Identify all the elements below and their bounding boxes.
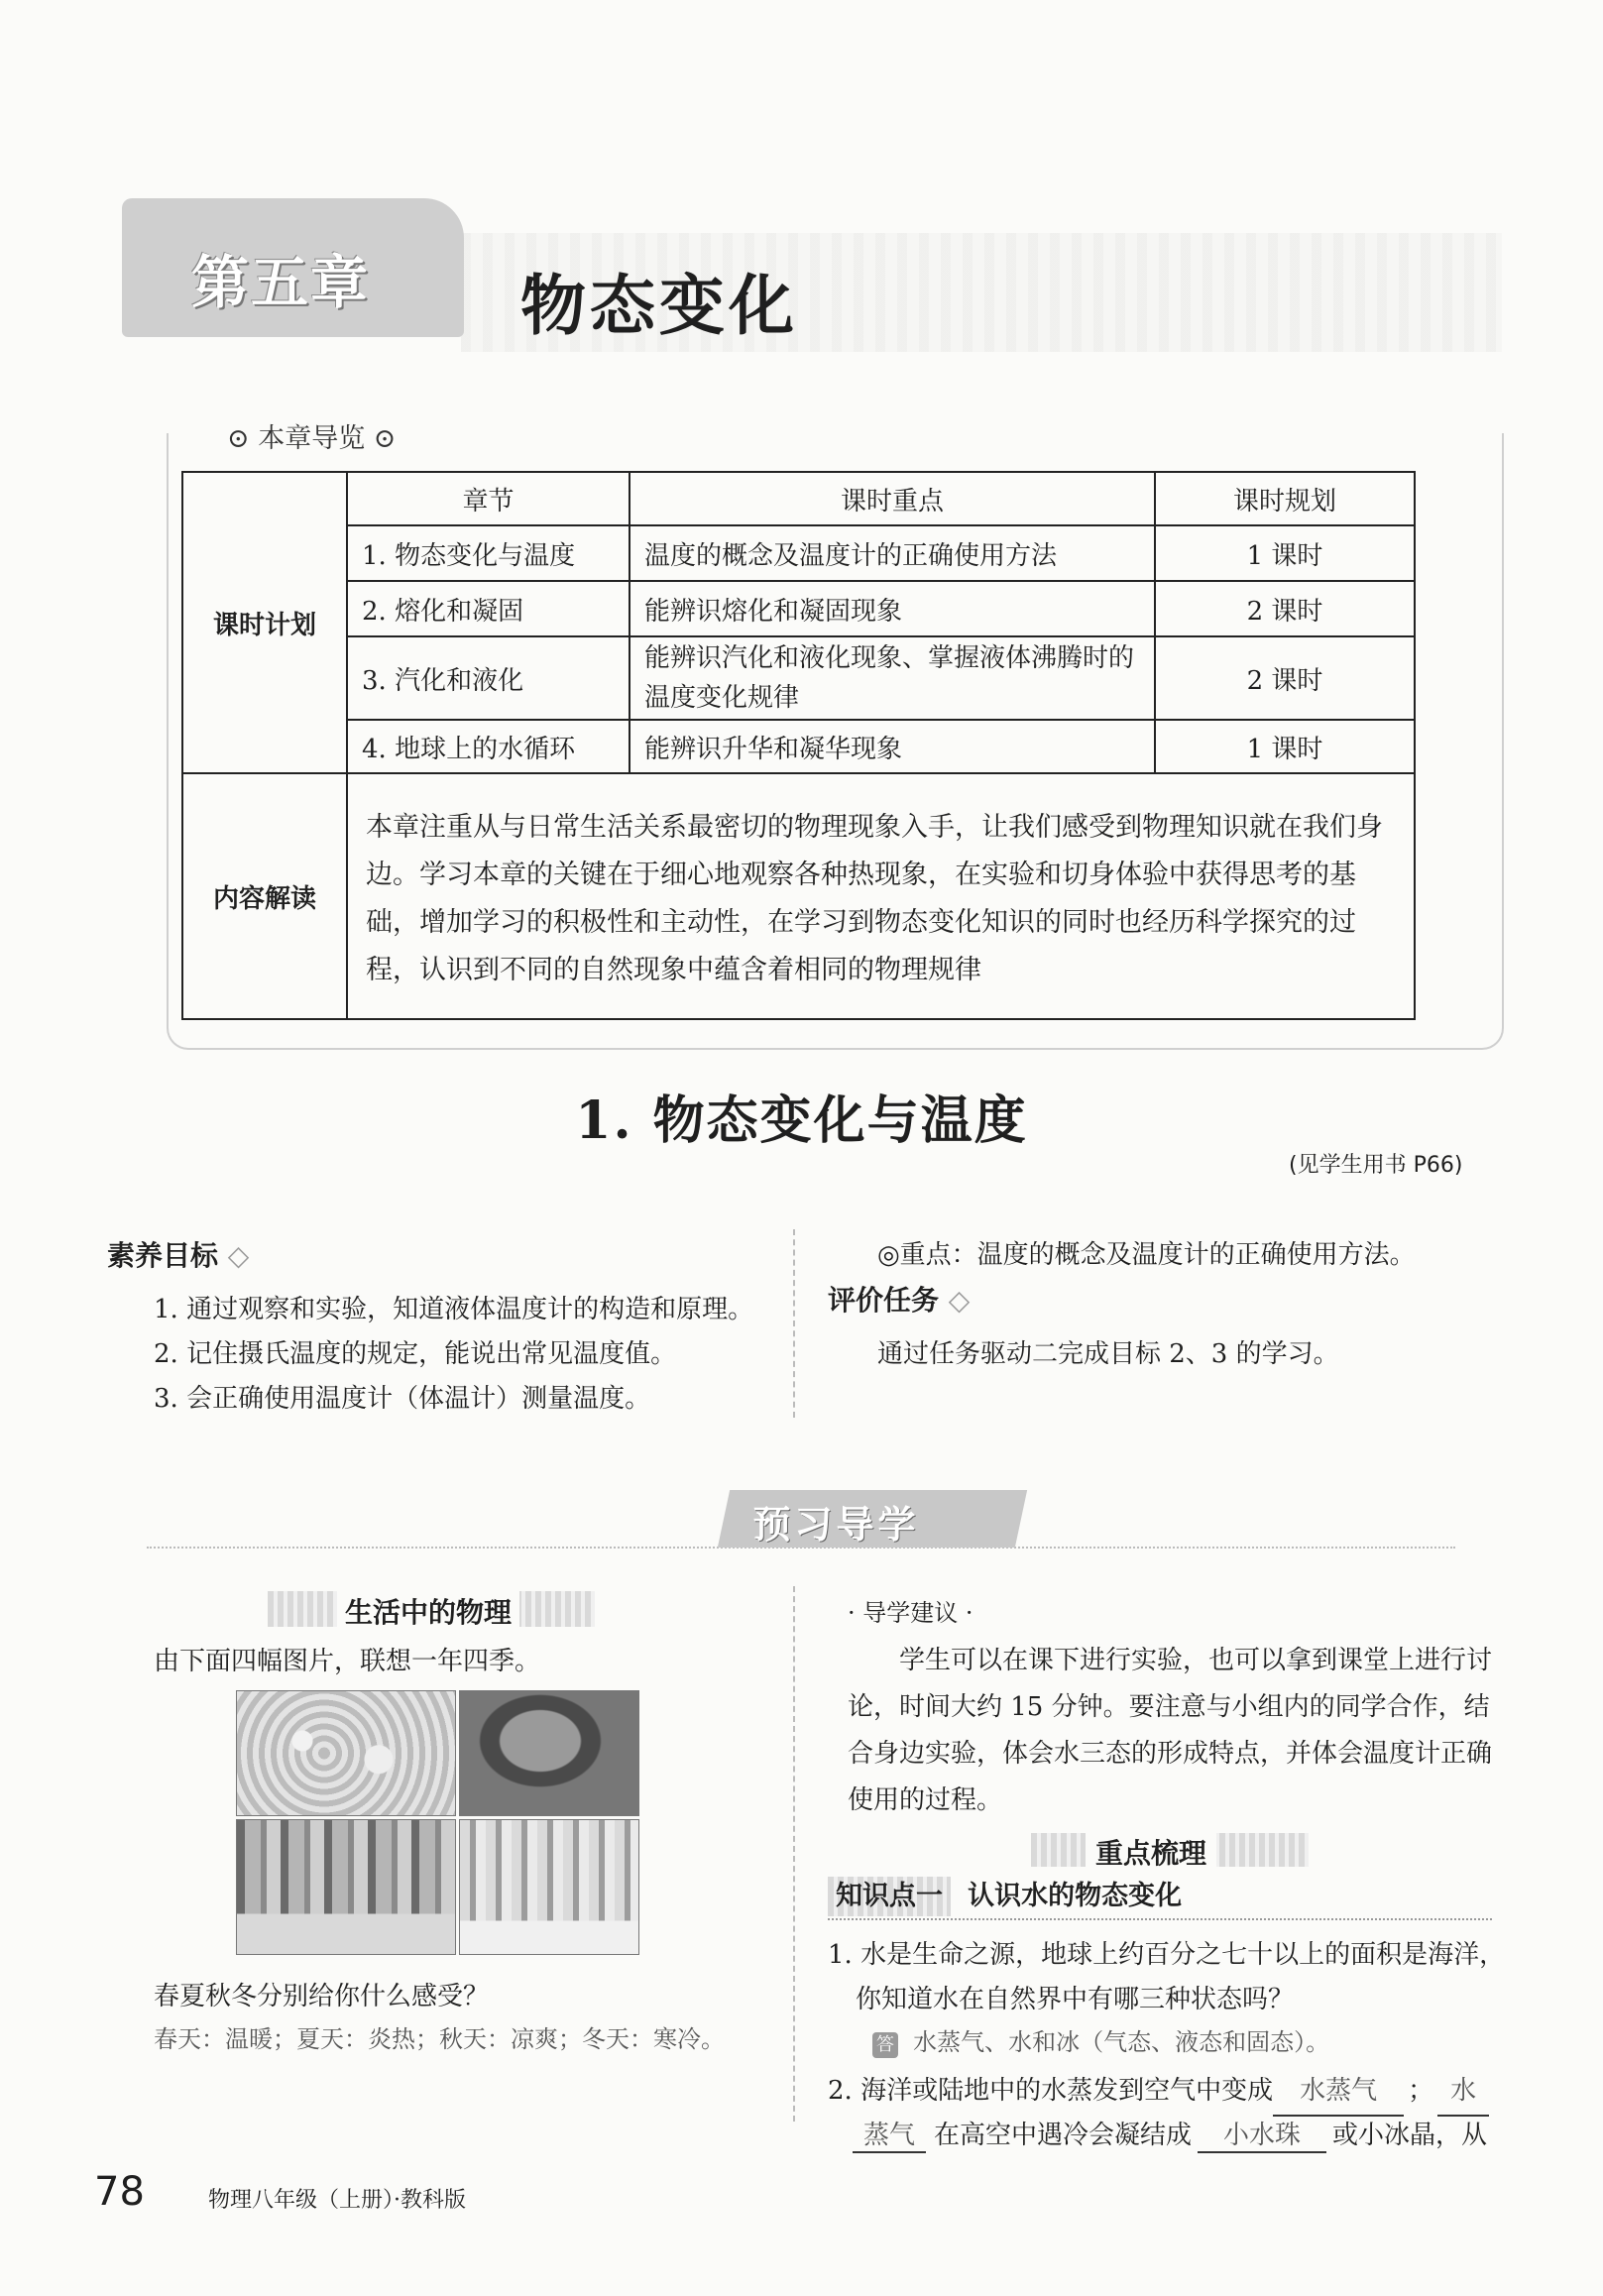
goal-item: 3. 会正确使用温度计（体温计）测量温度。 [154, 1384, 651, 1414]
goal-item: 1. 通过观察和实验，知道液体温度计的构造和原理。 [154, 1295, 754, 1324]
book-reference: (见学生用书 P66) [1289, 1153, 1463, 1178]
row-section: 1. 物态变化与温度 [347, 525, 630, 581]
preview-banner [718, 1490, 1027, 1548]
overview-table [181, 471, 1416, 1020]
page-number: 78 [94, 2169, 145, 2215]
key-point: ◎重点：温度的概念及温度计的正确使用方法。 [877, 1240, 1416, 1270]
overview-label: ⊙ 本章导览 ⊙ [213, 416, 409, 455]
table-row [182, 720, 1415, 773]
plan-label: 课时计划 [182, 472, 347, 773]
advice-text: 学生可以在课下进行实验，也可以拿到课堂上进行讨论，时间大约 15 分钟。要注意与小组内的同学合作，结合身边实验，体会水三态的形成特点，并体会温度计正确使用的过程。 [848, 1646, 1493, 1815]
chapter-number: 第五章 [191, 249, 371, 316]
kp-title: 认识水的物态变化 [968, 1881, 1183, 1911]
row-focus: 能辨识汽化和液化现象、掌握液体沸腾时的温度变化规律 [630, 636, 1155, 720]
row-hours: 2 课时 [1155, 636, 1415, 720]
row-section: 3. 汽化和液化 [347, 636, 630, 720]
diamond-icon: ◇ [948, 1284, 971, 1317]
advice-title: · 导学建议 · [848, 1599, 973, 1627]
autumn-photo [236, 1819, 456, 1955]
row-hours: 1 课时 [1155, 720, 1415, 773]
goal-item: 2. 记住摄氏温度的规定，能说出常见温度值。 [154, 1339, 677, 1369]
task-title: 评价任务 ◇ [828, 1284, 971, 1317]
answer-1: 答 水蒸气、水和冰（气态、液态和固态）。 [872, 2022, 1329, 2058]
question-1: 1. 水是生命之源，地球上约百分之七十以上的面积是海洋，你知道水在自然界中有哪三种状态吗？ [828, 1940, 1506, 2014]
question-2: 2. 海洋或陆地中的水蒸发到空气中变成 水蒸气 ； 水 [828, 2067, 1522, 2117]
kp-label: 知识点一 [836, 1881, 943, 1911]
row-focus: 能辨识熔化和凝固现象 [630, 581, 1155, 636]
chapter-badge [122, 198, 464, 337]
question-2-cont: 蒸气 在高空中遇冷会凝结成 小水珠 或小冰晶，从 [853, 2115, 1487, 2153]
spring-photo [236, 1690, 456, 1816]
summer-photo [459, 1690, 639, 1816]
row-section: 4. 地球上的水循环 [347, 720, 630, 773]
book-title: 物理八年级（上册）·教科版 [208, 2188, 466, 2213]
column-divider [793, 1229, 795, 1418]
goals-title: 素养目标 ◇ [107, 1239, 250, 1272]
answer-icon: 答 [872, 2032, 898, 2058]
row-focus: 能辨识升华和凝华现象 [630, 720, 1155, 773]
answer-blank: 水蒸气 [1273, 2067, 1404, 2117]
answer-blank: 蒸气 [853, 2115, 926, 2153]
key-title: 重点梳理 [1086, 1832, 1216, 1872]
knowledge-point-header [828, 1877, 1492, 1920]
header-section: 章节 [347, 472, 630, 525]
season-answer: 春天：温暖；夏天：炎热；秋天：凉爽；冬天：寒冷。 [154, 2025, 725, 2053]
header-hours: 课时规划 [1155, 472, 1415, 525]
row-hours: 1 课时 [1155, 525, 1415, 581]
task-text: 通过任务驱动二完成目标 2、3 的学习。 [877, 1339, 1339, 1369]
life-title: 生活中的物理 [337, 1591, 519, 1631]
preview-banner-text: 预习导学 [752, 1503, 920, 1547]
section-title: 1. 物态变化与温度 [575, 1091, 1028, 1151]
content-label: 内容解读 [182, 773, 347, 1019]
row-section: 2. 熔化和凝固 [347, 581, 630, 636]
season-question: 春夏秋冬分别给你什么感受？ [154, 1982, 490, 2011]
answer-blank: 小水珠 [1198, 2115, 1326, 2153]
column-divider [793, 1586, 795, 2122]
table-row [182, 636, 1415, 720]
life-intro: 由下面四幅图片，联想一年四季。 [154, 1647, 541, 1676]
row-hours: 2 课时 [1155, 581, 1415, 636]
answer-blank: 水 [1437, 2067, 1489, 2117]
diamond-icon: ◇ [227, 1239, 250, 1272]
kp-label-band [828, 1877, 951, 1916]
winter-photo [459, 1819, 639, 1955]
header-focus: 课时重点 [630, 472, 1155, 525]
row-focus: 温度的概念及温度计的正确使用方法 [630, 525, 1155, 581]
content-text: 本章注重从与日常生活关系最密切的物理现象入手，让我们感受到物理知识就在我们身边。学习本章的关键在于细心地观察各种热现象，在实验和切身体验中获得思考的基础，增加学习的积极性和主动性，在学习到物态变化知识的同时也经历科学探究的过程，认识到不同的自然现象中蕴含着相同的物理规律 [347, 773, 1415, 1019]
table-row [182, 525, 1415, 581]
table-row [182, 581, 1415, 636]
chapter-title: 物态变化 [520, 268, 798, 344]
